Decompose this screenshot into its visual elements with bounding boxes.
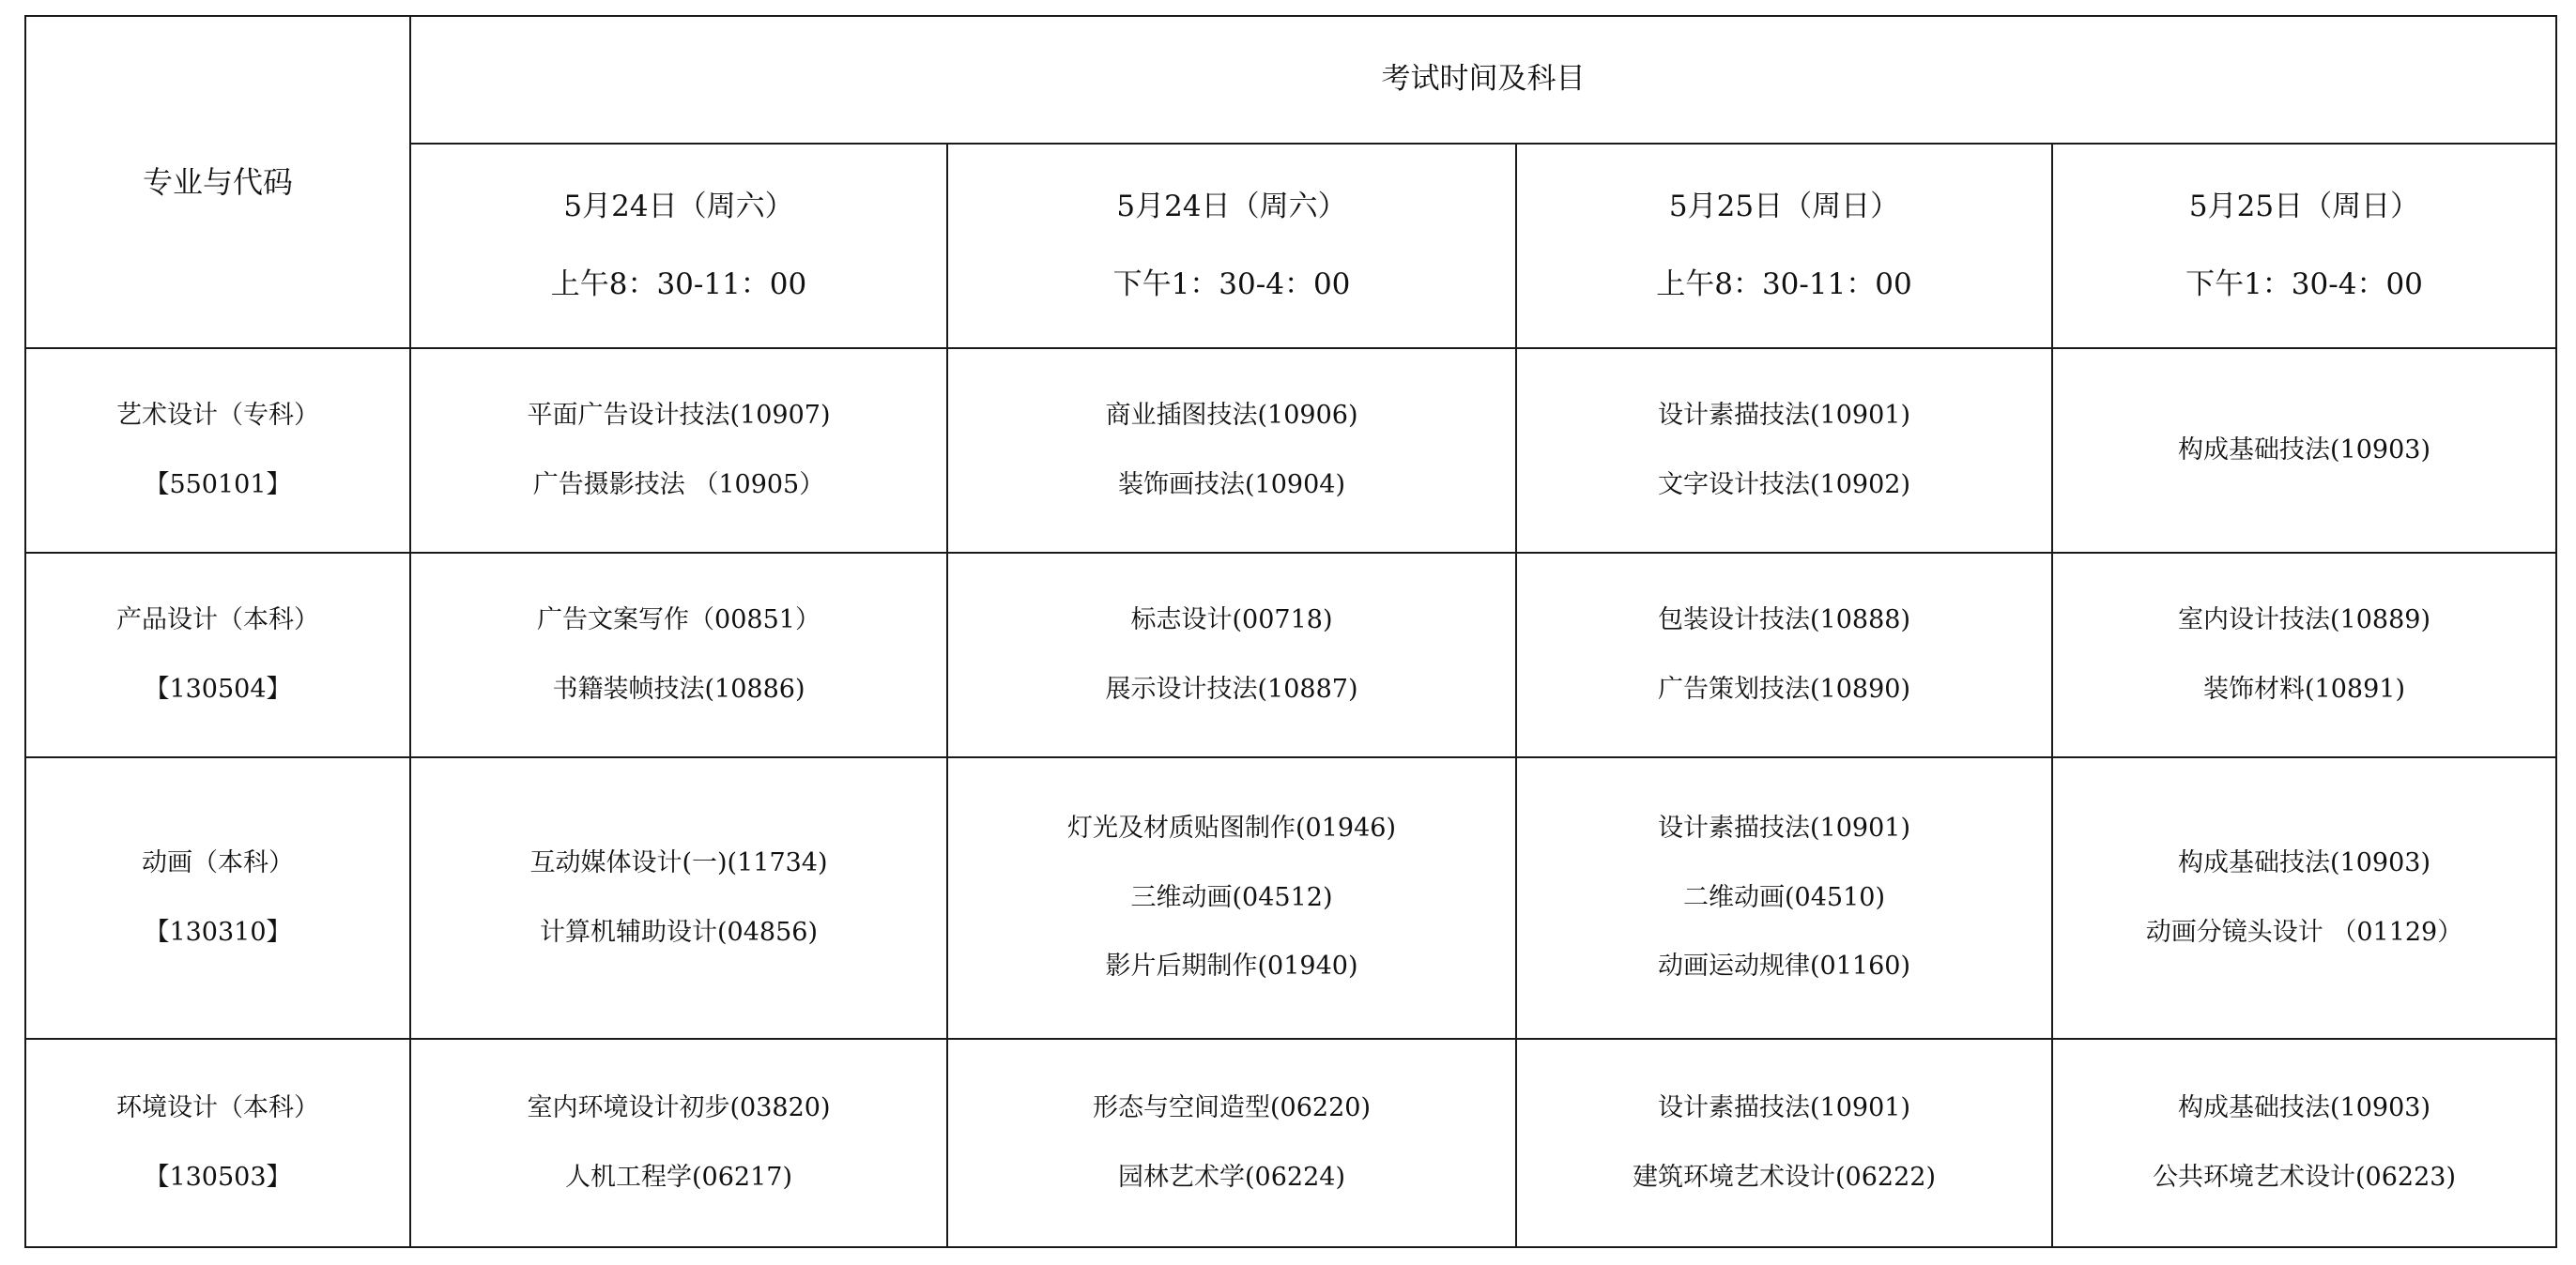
major-cell: [25, 1039, 410, 1247]
slot-date: 5月24日（周六）: [563, 189, 794, 223]
subject: 设计素描技法(10901): [1658, 814, 1910, 844]
subject: 三维动画(04512): [1130, 882, 1333, 912]
subject-cell: [2052, 1039, 2556, 1247]
table-row: [25, 757, 2556, 1039]
subject: 装饰材料(10891): [2203, 674, 2405, 704]
slot-date: 5月25日（周日）: [1668, 189, 1900, 223]
subject-cell: [2052, 757, 2556, 1039]
subject: 园林艺术学(06224): [1118, 1162, 1345, 1192]
subject: 公共环境艺术设计(06223): [2153, 1162, 2456, 1192]
subject: 包装设计技法(10888): [1658, 605, 1910, 635]
subject: 计算机辅助设计(04856): [540, 917, 818, 947]
major-cell: [25, 553, 410, 757]
table-row: [25, 348, 2556, 553]
subject: 互动媒体设计(一)(11734): [529, 848, 828, 878]
slot-header-4: [2052, 144, 2556, 348]
subject: 商业插图技法(10906): [1105, 401, 1358, 431]
subject-cell: [947, 553, 1516, 757]
subject: 建筑环境艺术设计(06222): [1633, 1162, 1936, 1192]
slot-time: 上午8：30-11：00: [550, 267, 807, 301]
slot-time: 上午8：30-11：00: [1656, 267, 1912, 301]
subject-cell: [2052, 553, 2556, 757]
exam-time-subject-header: 考试时间及科目: [410, 16, 2556, 144]
slot-time: 下午1：30-4：00: [2185, 267, 2423, 301]
major-name: 艺术设计（专科）: [116, 401, 319, 431]
major-cell: [25, 757, 410, 1039]
header-row-title: [25, 16, 2556, 144]
subject: 标志设计(00718): [1130, 605, 1333, 635]
subject: 设计素描技法(10901): [1658, 401, 1910, 431]
subject-cell: [947, 757, 1516, 1039]
major-code: 【550101】: [144, 469, 292, 499]
slot-time: 下午1：30-4：00: [1112, 267, 1351, 301]
subject-cell: [410, 1039, 947, 1247]
subject: 室内设计技法(10889): [2178, 605, 2430, 635]
subject-cell: [2052, 348, 2556, 553]
subject: 二维动画(04510): [1683, 882, 1885, 912]
subject: 平面广告设计技法(10907): [527, 401, 831, 431]
subject: 构成基础技法(10903): [2178, 848, 2430, 878]
major-code: 【130503】: [144, 1162, 292, 1192]
slot-date: 5月25日（周日）: [2188, 189, 2420, 223]
subject: 室内环境设计初步(03820): [527, 1093, 831, 1123]
subject: 广告策划技法(10890): [1658, 674, 1910, 704]
subject: 动画分镜头设计 （01129）: [2145, 917, 2463, 947]
subject-cell: [410, 348, 947, 553]
subject: 装饰画技法(10904): [1118, 469, 1345, 499]
subject-cell: [947, 1039, 1516, 1247]
major-cell: [25, 348, 410, 553]
subject: 设计素描技法(10901): [1658, 1093, 1910, 1123]
subject: 动画运动规律(01160): [1658, 952, 1910, 982]
major-name: 动画（本科）: [142, 848, 294, 878]
major-code-header: 专业与代码: [25, 16, 410, 348]
subject: 展示设计技法(10887): [1105, 674, 1358, 704]
slot-header-2: [947, 144, 1516, 348]
exam-schedule-table: [24, 15, 2557, 1248]
subject-cell: [410, 757, 947, 1039]
slot-header-1: [410, 144, 947, 348]
subject: 人机工程学(06217): [565, 1162, 792, 1192]
slot-header-3: [1516, 144, 2052, 348]
subject: 影片后期制作(01940): [1105, 952, 1358, 982]
subject: 灯光及材质贴图制作(01946): [1067, 814, 1396, 844]
slot-date: 5月24日（周六）: [1116, 189, 1347, 223]
subject-cell: [1516, 348, 2052, 553]
subject: 构成基础技法(10903): [2178, 1093, 2430, 1123]
subject: 广告文案写作（00851）: [537, 605, 820, 635]
subject-cell: [947, 348, 1516, 553]
subject-cell: [1516, 553, 2052, 757]
subject: 文字设计技法(10902): [1658, 469, 1910, 499]
subject: 形态与空间造型(06220): [1093, 1093, 1371, 1123]
major-name: 产品设计（本科）: [116, 605, 319, 635]
subject: 广告摄影技法 （10905）: [532, 469, 825, 499]
subject-cell: [1516, 757, 2052, 1039]
major-name: 环境设计（本科）: [116, 1093, 319, 1123]
subject-cell: [410, 553, 947, 757]
subject-cell: [1516, 1039, 2052, 1247]
subject: 构成基础技法(10903): [2178, 434, 2430, 465]
table-row: [25, 1039, 2556, 1247]
major-code: 【130504】: [144, 674, 292, 704]
table-row: [25, 553, 2556, 757]
subject: 书籍装帧技法(10886): [552, 674, 805, 704]
major-code: 【130310】: [144, 917, 292, 947]
